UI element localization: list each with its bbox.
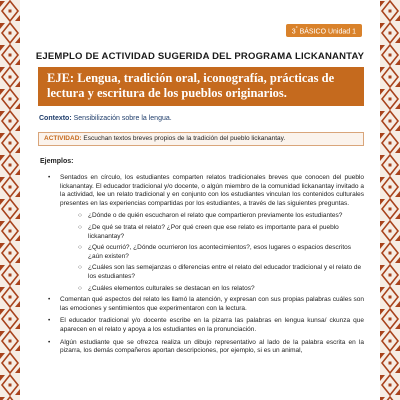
activity-value: Escuchan textos breves propios de la tradición del pueblo lickanantay. xyxy=(83,135,286,142)
grade-number: 3 xyxy=(291,28,296,36)
question-text: ¿Dónde o de quién escucharon el relato que compartieron previamente los estudiantes? xyxy=(88,212,343,220)
eje-title-line1: EJE: Lengua, tradición oral, iconografía, prácticas de xyxy=(47,71,335,85)
activity-box xyxy=(38,132,364,146)
question-text: ¿Cuáles elementos culturales se destacan en los relatos? xyxy=(88,284,255,292)
bullet-icon: • xyxy=(48,317,51,325)
list-item xyxy=(48,296,364,313)
question-item xyxy=(78,224,364,241)
list-item-text: Sentados en círculo, los estudiantes comparten relatos tradicionales breves que conocen del pueblo lickanantay. El educador tradicional y/o docente, o algún miembro de la comunidad lickanantay invitado a la actividad, lee un relato tradicional y en conjunto con los estudiantes vinculan los contenidos culturales presentes en las experiencias compartidas por los estudiantes, a través de las siguientes preguntas. xyxy=(60,174,364,207)
question-item xyxy=(78,244,364,261)
grade-ordinal: ° xyxy=(295,26,298,32)
context-label: Contexto: xyxy=(39,115,72,122)
circle-bullet-icon: ○ xyxy=(78,223,82,231)
circle-bullet-icon: ○ xyxy=(78,284,82,292)
list-item xyxy=(48,339,364,356)
question-text: ¿Qué ocurrió?, ¿Dónde ocurrieron los acontecimientos?, esos lugares o espacios descritos ¿aún existen? xyxy=(88,244,352,260)
question-item xyxy=(78,285,364,294)
bullet-icon: • xyxy=(48,174,51,181)
circle-bullet-icon: ○ xyxy=(78,212,82,220)
examples-list xyxy=(48,174,364,360)
list-item-text: El educador tradicional y/o docente escribe en la pizarra las palabras en lengua kunsa/ ckunza que aparecen en el relato y apoya a los estudiantes en la pronunciación. xyxy=(60,317,364,333)
examples-heading: Ejemplos: xyxy=(40,158,74,165)
list-item-text: Algún estudiante que se ofrezca realiza un dibujo representativo al lado de la palabra escrita en la pizarra, los demás compañeros aportan descripciones, por ejemplo, si es un animal, xyxy=(60,338,364,355)
question-text: ¿De qué se trata el relato? ¿Por qué creen que ese relato es importante para el pueblo lickanantay? xyxy=(88,223,339,240)
grade-badge xyxy=(286,24,362,37)
activity-label: ACTIVIDAD: xyxy=(44,135,82,142)
program-title: EJEMPLO DE ACTIVIDAD SUGERIDA DEL PROGRAMA LICKANANTAY xyxy=(35,51,365,62)
list-item xyxy=(48,317,364,334)
list-item-text: Comentan qué aspectos del relato les llamó la atención, y expresan con sus propias palabras cuáles son las emociones y sentimientos que experimentaron con la lectura. xyxy=(60,296,364,312)
bullet-icon: • xyxy=(48,296,51,304)
list-item xyxy=(48,174,364,208)
circle-bullet-icon: ○ xyxy=(78,264,82,272)
question-item xyxy=(78,212,364,221)
circle-bullet-icon: ○ xyxy=(78,244,82,252)
bullet-icon: • xyxy=(48,338,51,346)
eje-title-line2: lectura y escritura de los pueblos originarios. xyxy=(47,86,287,100)
question-item xyxy=(78,264,364,281)
context-line xyxy=(39,115,172,122)
question-text: ¿Cuáles son las semejanzas o diferencias entre el relato del educador tradicional y el relato de los estudiantes? xyxy=(88,264,362,280)
eje-banner xyxy=(38,67,364,106)
context-value: Sensibilización sobre la lengua. xyxy=(73,115,172,122)
grade-unit-label: BÁSICO Unidad 1 xyxy=(297,28,356,36)
